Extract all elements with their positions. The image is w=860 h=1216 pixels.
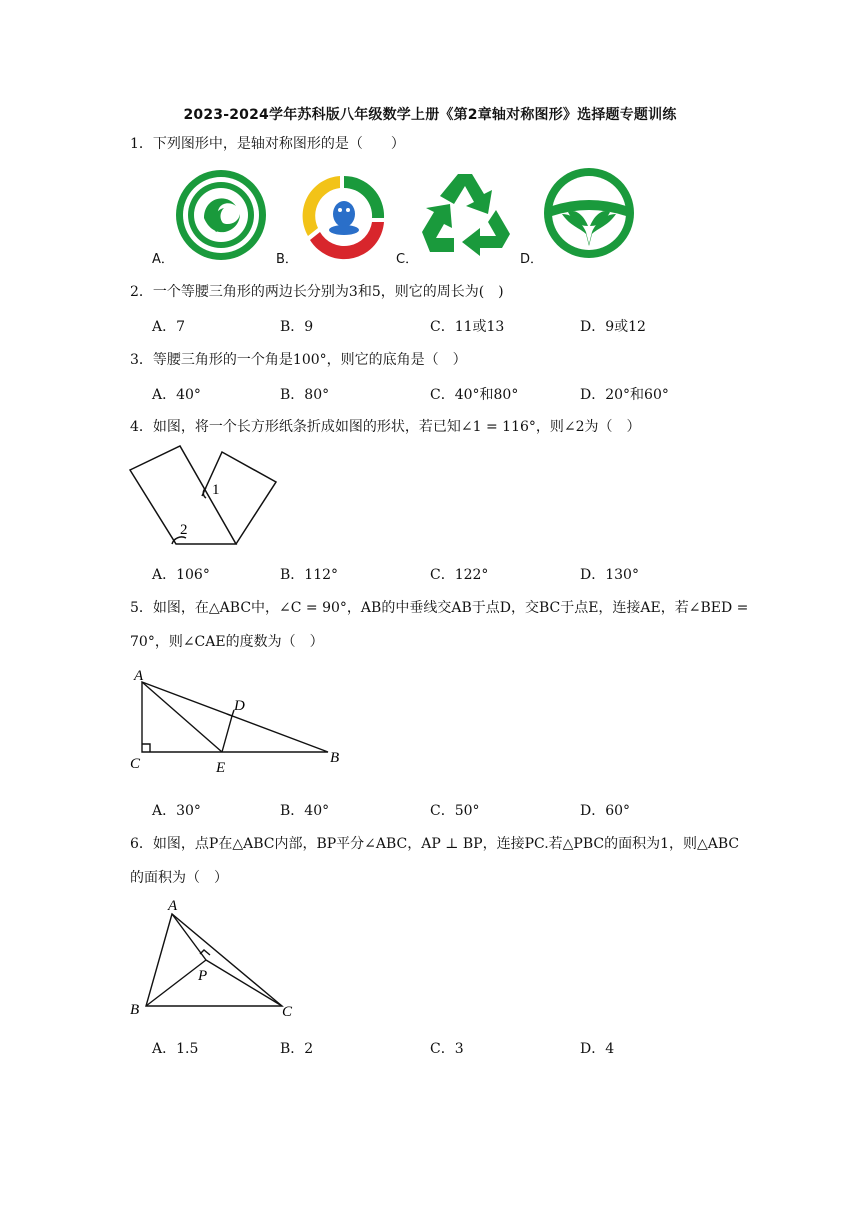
q4-option-d: D．130° [580, 567, 639, 583]
q5-option-a: A．30° [152, 803, 201, 819]
question-3-stem: 3．等腰三角形的一个角是100°，则它的底角是（ ） [130, 352, 467, 368]
question-6-stem-line-2: 的面积为（ ） [130, 870, 228, 886]
point-c-label: C [282, 1004, 293, 1020]
q1-option-c-label: C． [396, 252, 419, 267]
angle-1-label: 1 [212, 482, 220, 498]
point-a-label: A [168, 898, 178, 914]
green-food-logo-icon [542, 166, 636, 260]
question-1-stem: 1．下列图形中，是轴对称图形的是（ ） [130, 136, 405, 152]
right-triangle-figure [128, 664, 350, 778]
question-2-stem: 2．一个等腰三角形的两边长分别为3和5，则它的周长为( ) [130, 284, 504, 300]
q2-option-b: B．9 [280, 319, 314, 335]
question-5-stem-line-2: 70°，则∠CAE的度数为（ ） [130, 634, 324, 650]
q4-option-a: A．106° [152, 567, 210, 583]
q5-option-c: C．50° [430, 803, 480, 819]
point-p-label: P [198, 968, 208, 984]
q3-option-d: D．20°和60° [580, 387, 669, 403]
q6-option-d: D．4 [580, 1041, 615, 1057]
q1-option-b-label: B． [276, 252, 298, 267]
q2-option-d: D．9或12 [580, 319, 646, 335]
q4-option-b: B．112° [280, 567, 339, 583]
q1-option-d-label: D． [520, 252, 544, 267]
folded-strip-figure [128, 444, 280, 550]
q1-option-a-label: A． [152, 252, 174, 267]
point-b-label: B [330, 750, 340, 766]
tencent-ring-logo-icon [298, 170, 390, 262]
q2-option-a: A．7 [152, 319, 186, 335]
point-d-label: D [234, 698, 245, 714]
point-e-label: E [216, 760, 226, 776]
page-title: 2023-2024学年苏科版八年级数学上册《第2章轴对称图形》选择题专题训练 [183, 107, 677, 123]
q5-option-b: B．40° [280, 803, 330, 819]
q6-option-c: C．3 [430, 1041, 464, 1057]
recycle-logo-icon [418, 170, 512, 258]
question-4-stem: 4．如图，将一个长方形纸条折成如图的形状，若已知∠1 = 116°，则∠2为（ ） [130, 419, 641, 435]
q3-option-c: C．40°和80° [430, 387, 519, 403]
point-a-label: A [134, 668, 144, 684]
q5-option-d: D．60° [580, 803, 631, 819]
triangle-abp-figure [128, 896, 300, 1022]
q2-option-c: C．11或13 [430, 319, 505, 335]
question-5-stem-line-1: 5．如图，在△ABC中，∠C = 90°，AB的中垂线交AB于点D，交BC于点E，连接AE，若∠BED = [130, 600, 749, 616]
tai-chi-green-logo-icon [174, 168, 268, 262]
q3-option-b: B．80° [280, 387, 330, 403]
point-b-label: B [130, 1002, 140, 1018]
q6-option-b: B．2 [280, 1041, 314, 1057]
q6-option-a: A．1.5 [152, 1041, 199, 1057]
q4-option-c: C．122° [430, 567, 489, 583]
angle-2-label: 2 [180, 522, 188, 538]
q3-option-a: A．40° [152, 387, 201, 403]
point-c-label: C [130, 756, 141, 772]
question-6-stem-line-1: 6．如图，点P在△ABC内部，BP平分∠ABC，AP ⊥ BP，连接PC.若△PBC的面积为1，则△ABC [130, 836, 740, 852]
